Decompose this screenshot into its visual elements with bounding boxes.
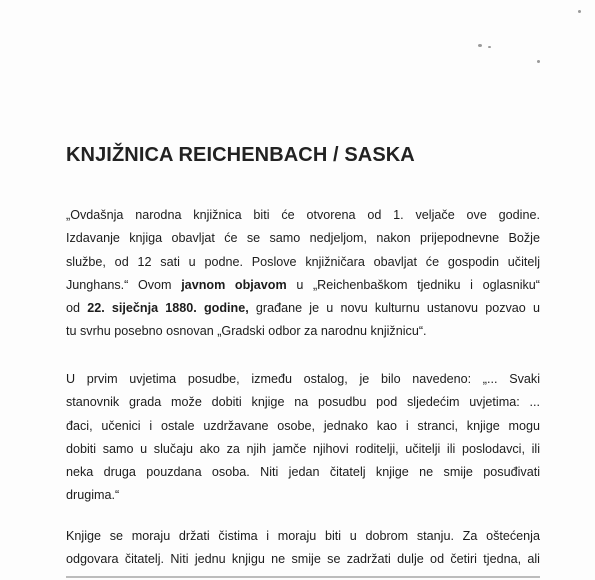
scan-speck: [488, 46, 491, 48]
text-line: stanovnik grada može dobiti knjige na posudbu pod sljedećim uvjetima: ...: [66, 395, 540, 410]
text-line: U prvim uvjetima posudbe, između ostalog, je bilo navedeno: „... Svaki: [66, 372, 540, 386]
scan-speck: [537, 60, 540, 63]
emphasis-date: 22. siječnja 1880. godine,: [87, 301, 249, 316]
emphasis-text: javnom objavom: [181, 277, 287, 292]
cropped-text-line: [66, 573, 540, 580]
text-line: drugima.“: [66, 488, 120, 503]
text-line: tu svrhu posebno osnovan „Gradski odbor za narodnu knjižnicu“.: [66, 324, 427, 339]
scan-speck: [478, 44, 482, 47]
paragraph-2: [66, 368, 540, 508]
text-line: od 22. siječnja 1880. godine, građane je u novu kulturnu ustanovu pozvao u: [66, 301, 540, 316]
text-line: dobiti samo u slučaju ako za njih jamče njihovi roditelji, učitelji ili poslodavci, ili: [66, 441, 540, 456]
scan-speck: [578, 10, 581, 13]
text-line: Knjige se moraju držati čistima i moraju biti u dobrom stanju. Za oštećenja: [66, 529, 540, 543]
document-title: KNJIŽNICA REICHENBACH / SASKA: [66, 144, 415, 166]
text-line: odgovara čitatelj. Niti jednu knjigu ne smije se zadržati dulje od četiri tjedna, ali: [66, 552, 540, 567]
text-line: Izdavanje knjiga obavljat će se samo nedjeljom, nakon prijepodnevne Božje: [66, 231, 540, 246]
text-line: neka druga pouzdana osoba. Niti jedan čitatelj knjige ne smije posuđivati: [66, 465, 540, 480]
text-line: „Ovdašnja narodna knjižnica biti će otvorena od 1. veljače ove godine.: [66, 208, 540, 222]
text-line: đaci, učenici i ostale uzdržavane osobe, jednako kao i stranci, knjige mogu: [66, 418, 540, 433]
paragraph-1: [66, 204, 540, 344]
text-line: službe, od 12 sati u podne. Poslove knjižničara obavljat će gospodin učitelj: [66, 254, 540, 269]
text-line: Junghans.“ Ovom javnom objavom u „Reichenbaškom tjedniku i oglasniku“: [66, 277, 541, 292]
paragraph-3: [66, 525, 540, 572]
